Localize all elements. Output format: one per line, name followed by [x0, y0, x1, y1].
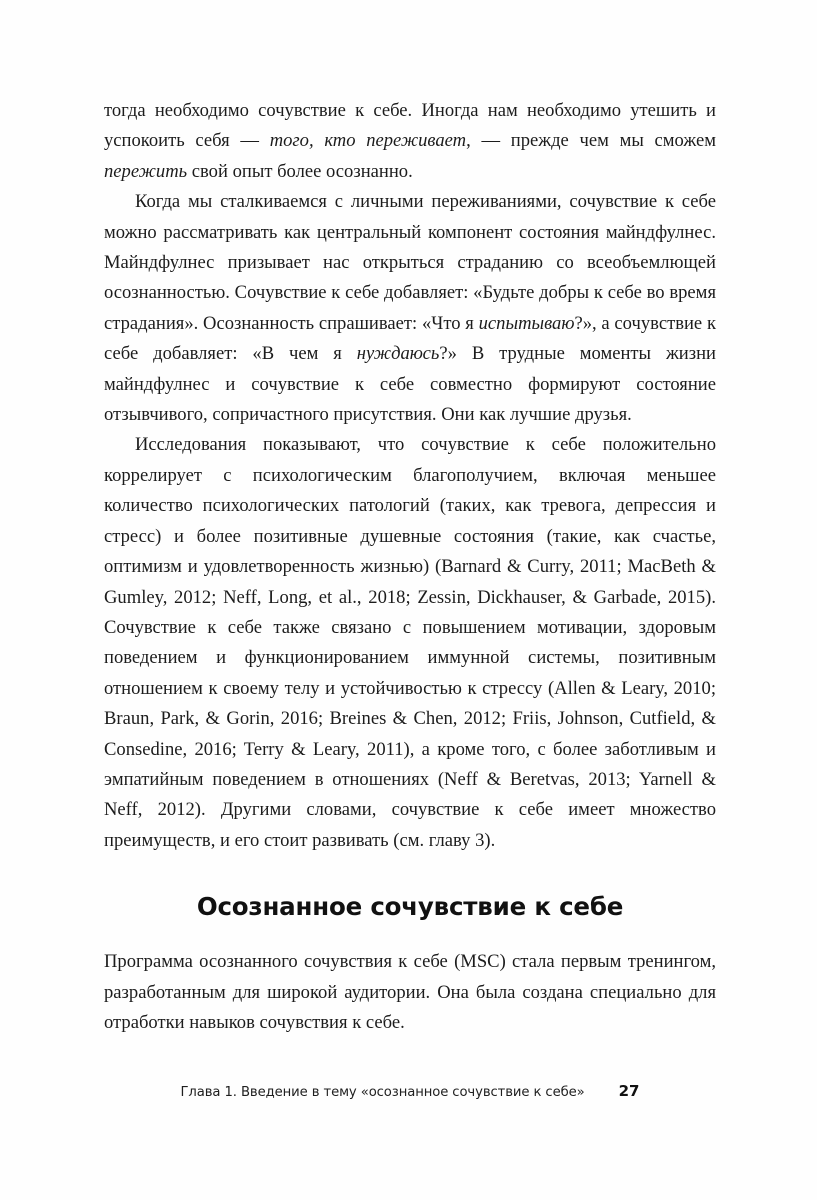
paragraph-1-text-b: , — прежде чем мы сможем: [466, 130, 716, 152]
paragraph-2-text-a: Когда мы сталкиваемся с личными переживаниями, сочувствие к себе можно рассматривать как центральный компонент состояния майндфулнес. Майндфулнес призывает нас открыться страданию со всеобъемлющей осознанностью. Сочувствие к себе добавляет: «Будьте добры к себе во время страдания». Осознанность спрашивает: «Что я: [104, 191, 716, 334]
paragraph-2-text-b: ?», а сочувствие к себе добавляет: «В чем я: [104, 312, 716, 365]
paragraph-1-italic-1: того, кто переживает: [269, 130, 467, 152]
footer-chapter-label: Глава 1. Введение в тему «осознанное сочувствие к себе»: [180, 1085, 585, 1100]
page-number: 27: [618, 1082, 640, 1100]
paragraph-1-text-c: свой опыт более осознанно.: [187, 160, 413, 182]
paragraph-3: Исследования показывают, что сочувствие к себе положительно коррелирует с психологическим благополучием, включая меньшее количество психологических патологий (таких, как тревога, депрессия и стресс) и более позитивные душевные состояния (такие, как счастье, оптимизм и удовлетворенность жизнью) (Barnard & Curry, 2011; MacBeth & Gumley, 2012; Neff, Long, et al., 2018; Zessin, Dickhauser, & Garbade, 2015). Сочувствие к себе также связано с повышением мотивации, здоровым поведением и функционированием иммунной системы, позитивным отношением к своему телу и устойчивостью к стрессу (Allen & Leary, 2010; Braun, Park, & Gorin, 2016; Breines & Chen, 2012; Friis, Johnson, Cutfield, & Consedine, 2016; Terry & Leary, 2011), а кроме того, с более заботливым и эмпатийным поведением в отношениях (Neff & Beretvas, 2013; Yarnell & Neff, 2012). Другими словами, сочувствие к себе имеет множество преимуществ, и его стоит развивать (см. главу 3).: [104, 434, 716, 851]
paragraph-2: [104, 187, 716, 430]
section-heading: Осознанное сочувствие к себе: [196, 892, 624, 922]
paragraph-continuation: [104, 96, 716, 187]
paragraph-1-italic-2: пережить: [104, 160, 188, 182]
paragraph-1-text-a: тогда необходимо сочувствие к себе. Иногда нам необходимо утешить и успокоить себя —: [104, 100, 716, 152]
paragraph-2-italic-1: испытываю: [478, 312, 575, 334]
page-footer: [104, 1082, 716, 1100]
page-content: [104, 96, 716, 1038]
title-spacer-bottom: [104, 921, 716, 947]
paragraph-2-text-c: ?» В трудные моменты жизни майндфулнес и сочувствие к себе совместно формируют состояние отзывчивого, сопричастного присутствия. Они как лучшие друзья.: [104, 343, 716, 426]
paragraph-4: Программа осознанного сочувствия к себе (MSC) стала первым тренингом, разработанным для широкой аудитории. Она была создана специально для отработки навыков сочувствия к себе.: [104, 951, 716, 1033]
title-spacer-top: [104, 856, 716, 892]
paragraph-2-italic-2: нуждаюсь: [356, 343, 440, 365]
